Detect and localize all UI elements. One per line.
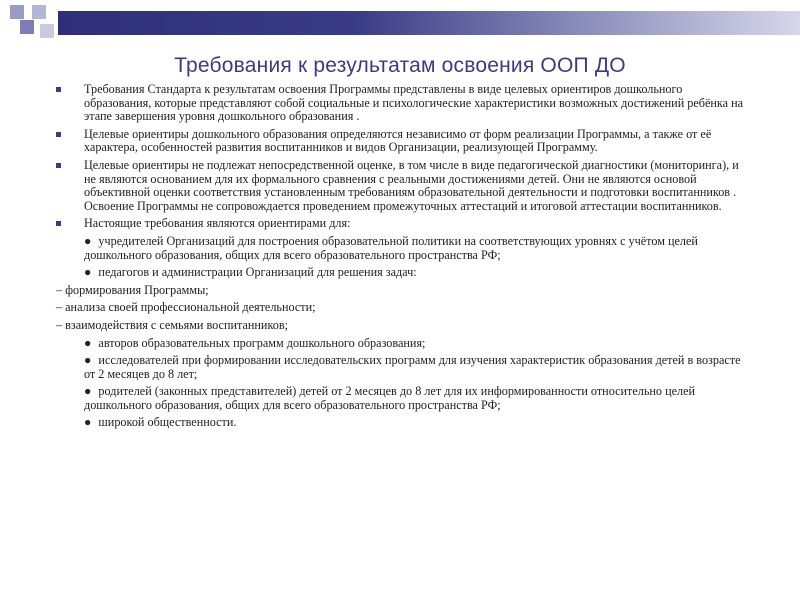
slide-title: Требования к результатам освоения ООП ДО: [174, 54, 626, 77]
decor-square: [10, 5, 24, 19]
bullet-item: [56, 217, 746, 231]
square-bullet-icon: [56, 132, 61, 137]
sub-item: [56, 354, 746, 381]
sub-item: [56, 416, 746, 430]
bullet-text: Целевые ориентиры дошкольного образования определяются независимо от форм реализации Программы, а также от её характера, особенностей развития воспитанников и видов Организации, реализующей Программу.: [84, 126, 712, 155]
square-bullet-icon: [56, 163, 61, 168]
bullet-item: [56, 128, 746, 155]
sub-item-text: авторов образовательных программ дошкольного образования;: [98, 335, 426, 350]
decor-square: [40, 24, 54, 38]
bullet-text: Целевые ориентиры не подлежат непосредственной оценке, в том числе в виде педагогической диагностики (мониторинга), и не являются основанием для их формального сравнения с реальными достижениями детей. Они не являются основой объективной оценки соответствия установленным требованиям образовательной деятельности и подготовки воспитанников . Освоение Программы не сопровождается проведением промежуточных аттестаций и итоговой аттестации воспитанников.: [84, 157, 739, 213]
sub-item: [56, 337, 746, 351]
sub-item-text: педагогов и администрации Организаций для решения задач:: [98, 265, 417, 280]
sub-item-text: учредителей Организаций для построения образовательной политики на соответствующих уровнях с учётом целей дошкольного образования, общих для всего образовательного пространства РФ;: [84, 233, 698, 262]
dot-bullet-icon: ●: [84, 415, 92, 430]
dot-bullet-icon: ●: [84, 335, 92, 350]
decor-square: [20, 20, 34, 34]
bullet-item: [56, 83, 746, 124]
bullet-item: [56, 159, 746, 213]
dot-bullet-icon: ●: [84, 353, 92, 368]
sub-item: [56, 235, 746, 262]
dot-bullet-icon: ●: [84, 265, 92, 280]
dot-bullet-icon: ●: [84, 384, 92, 399]
dash-item: – анализа своей профессиональной деятельности;: [56, 300, 316, 315]
bullet-text: Требования Стандарта к результатам освоения Программы представлены в виде целевых ориентиров дошкольного образования, которые представляют собой социальные и психологические характеристики возможных достижений ребёнка на этапе завершения уровня дошкольного образования .: [84, 82, 744, 124]
header-gradient-bar: [58, 11, 800, 35]
sub-item-text: родителей (законных представителей) детей от 2 месяцев до 8 лет для их информированности относительно целей дошкольного образования, общих для всего образовательного пространства РФ;: [84, 384, 696, 412]
square-bullet-icon: [56, 221, 61, 226]
slide-body: [56, 83, 746, 434]
square-bullet-icon: [56, 87, 61, 92]
bullet-text: Настоящие требования являются ориентирами для:: [84, 216, 351, 231]
sub-item-text: исследователей при формировании исследовательских программ для изучения характеристик образования детей в возрасте от 2 месяцев до 8 лет;: [84, 353, 741, 381]
sub-item: [56, 266, 746, 280]
dash-item: – формирования Программы;: [56, 282, 209, 297]
decor-square: [32, 5, 46, 19]
sub-item: [56, 385, 746, 412]
dash-item: – взаимодействия с семьями воспитанников;: [56, 317, 288, 332]
sub-item-text: широкой общественности.: [98, 415, 237, 430]
dot-bullet-icon: ●: [84, 233, 92, 248]
